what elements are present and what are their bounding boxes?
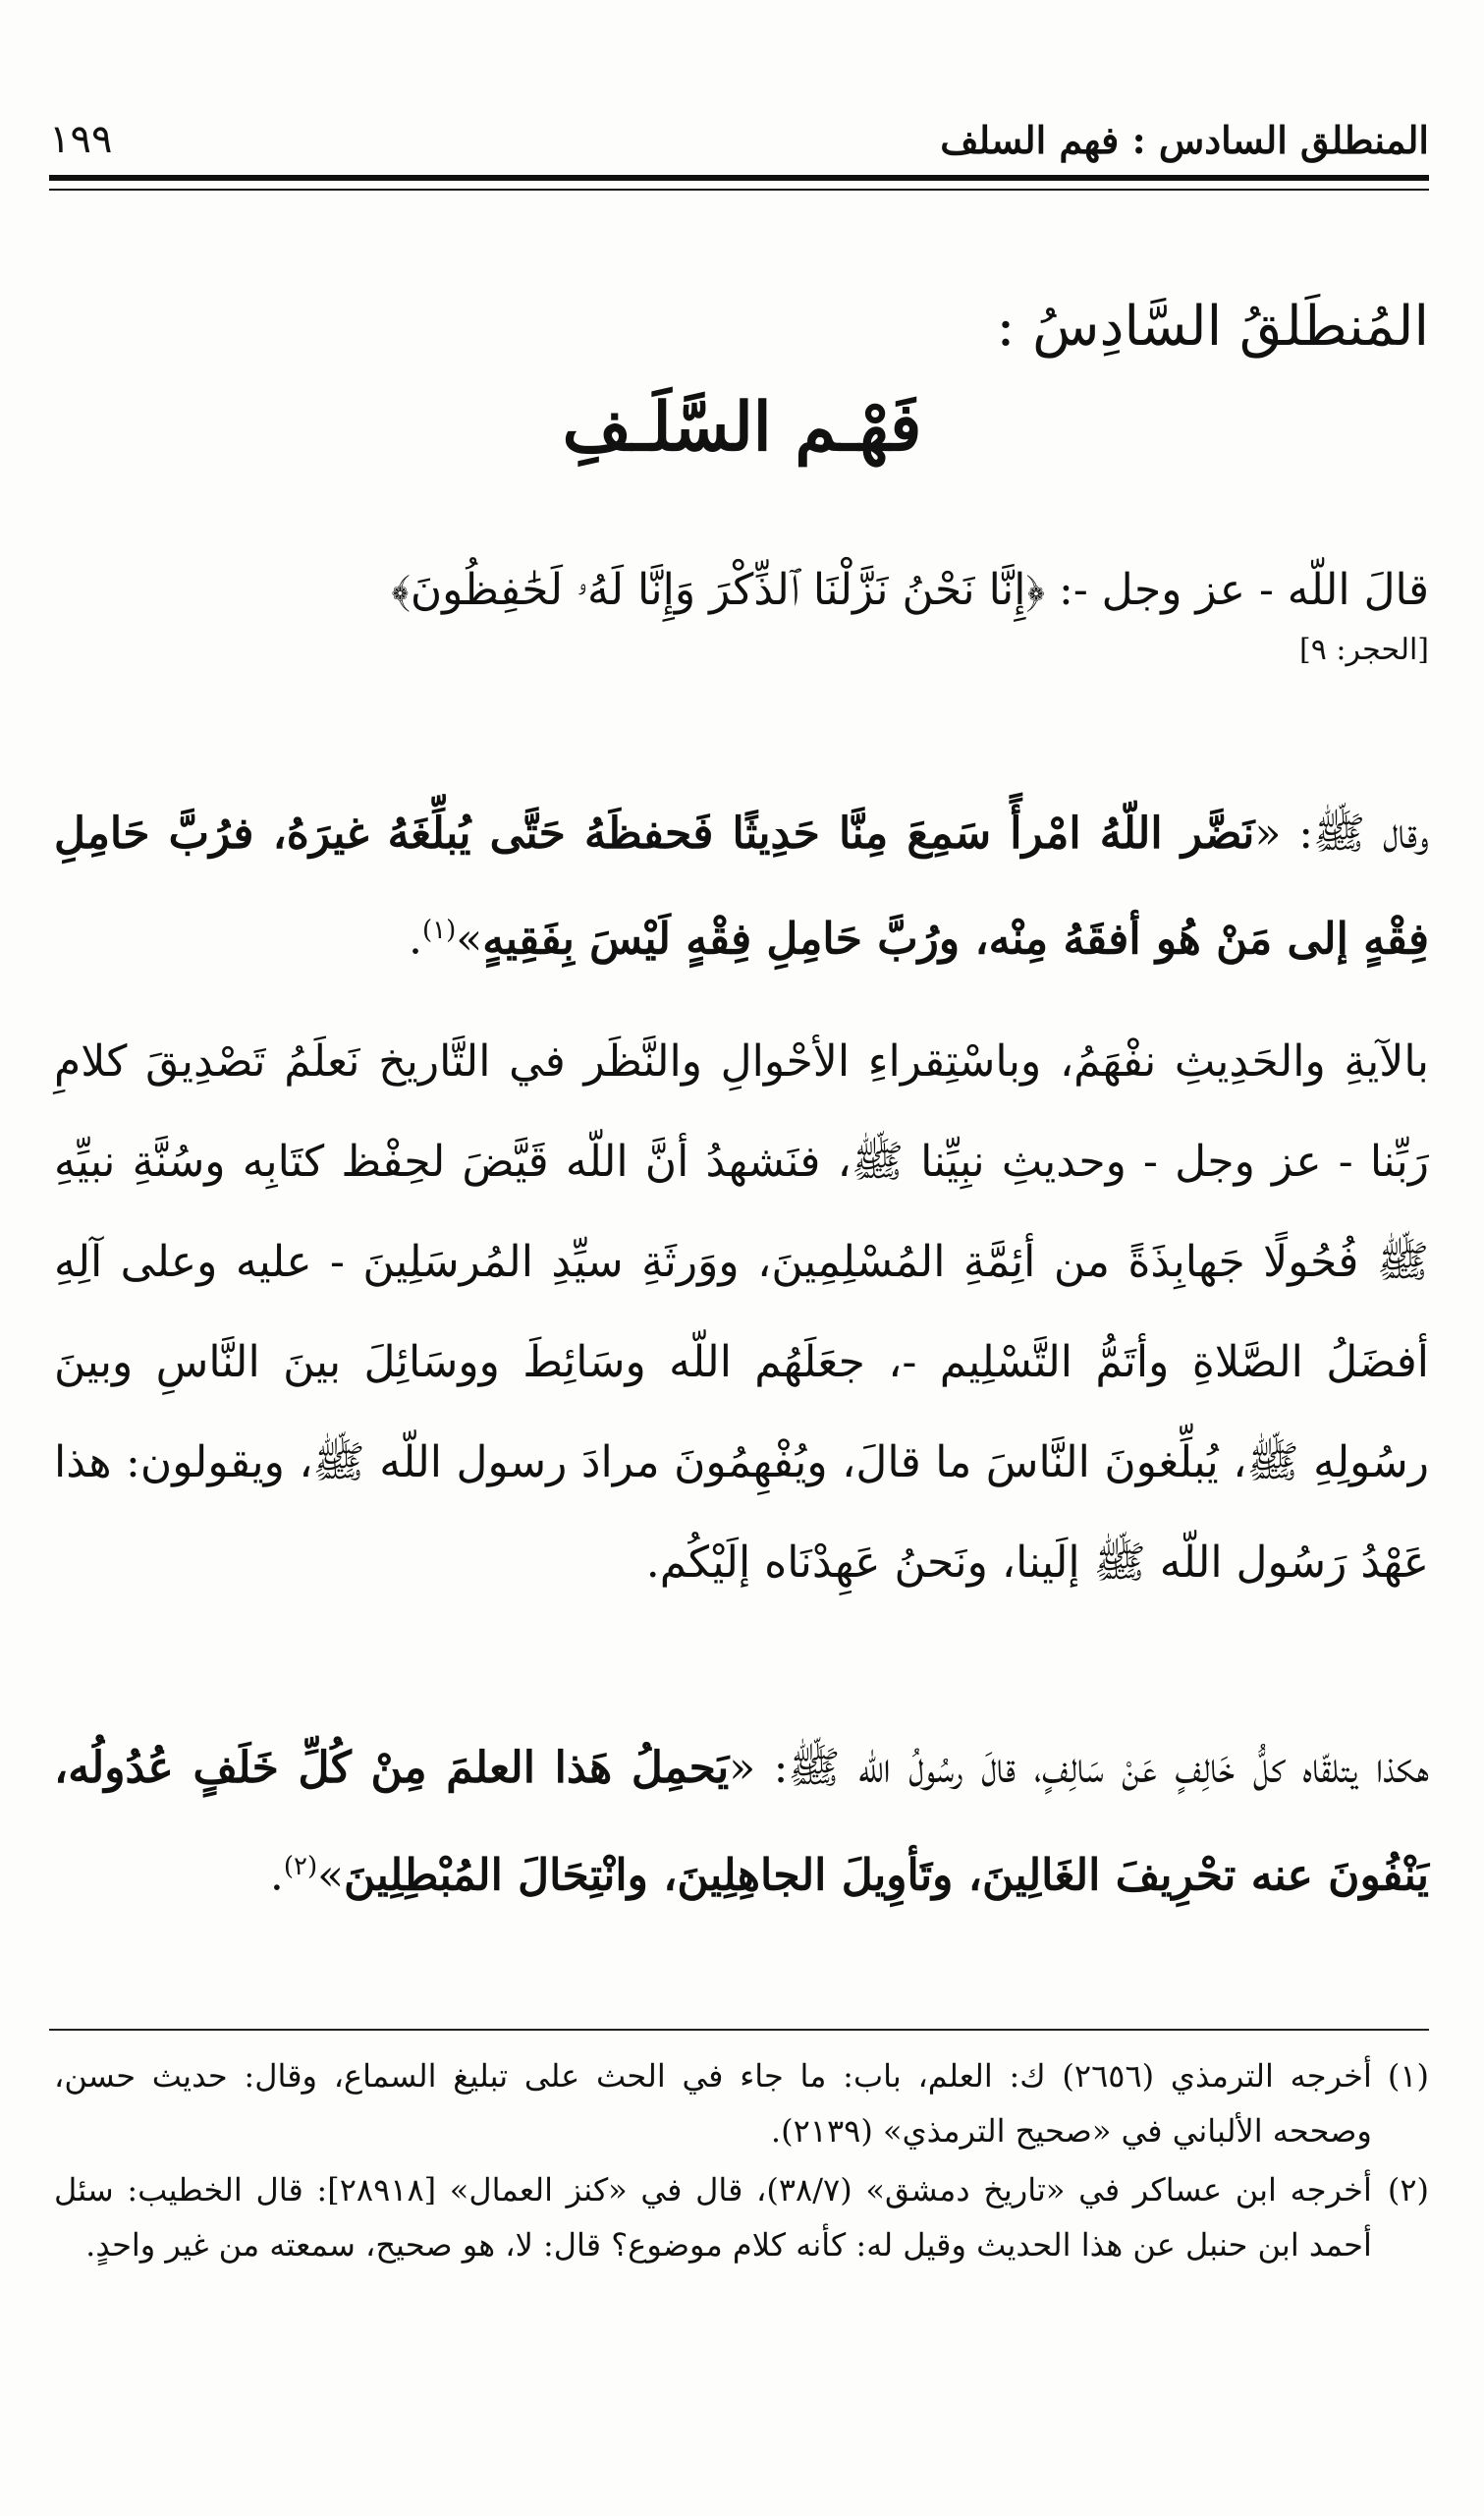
- footnote-number: (١): [1387, 2057, 1429, 2095]
- section-label: المُنطَلقُ السَّادِسُ :: [996, 295, 1429, 359]
- page-header: [49, 93, 1429, 162]
- hadith1-text: نَضَّر اللّهُ امْرأً سَمِعَ مِنَّا حَدِيثًا فَحفظَهُ حَتَّى يُبلِّغَهُ غيرَهُ، فرُبَّ حَامِلِ فِقْهٍ إلى مَنْ هُو أفقَهُ مِنْه، ورُبَّ حَامِلِ فِقْهٍ لَيْسَ بِفَقِيهٍ: [54, 809, 1429, 965]
- hadith1-end: .: [408, 914, 422, 965]
- footnote-divider: [49, 2029, 1429, 2031]
- running-header-title: المنطلق السادس : فهم السلف: [940, 118, 1429, 162]
- footnote-number: (٢): [1387, 2171, 1429, 2208]
- hadith2-close: »: [317, 1850, 345, 1901]
- main-paragraph: بالآيةِ والحَدِيثِ نفْهَمُ، وباسْتِقراءِ الأحْوالِ والنَّظَر في التَّاريخ نَعلَمُ تَصْدِيقَ كلامِ رَبِّنا - عز وجل - وحديثِ نبِيِّنا ﷺ، فنَشهدُ أنَّ اللّه قَيَّضَ لحِفْظ كتَابِه وسُنَّةِ نبيِّهِ ﷺ فُحُولًا جَهابِذَةً من أئِمَّةِ المُسْلِمِينَ، ووَرثَةِ سيِّدِ المُرسَلِينَ - عليه وعلى آلِهِ أفضَلُ الصَّلاةِ وأتَمُّ التَّسْلِيم -، جعَلَهُم اللّه وسَائِطَ ووسَائِلَ بينَ النَّاسِ وبينَ رسُولِهِ ﷺ، يُبلِّغونَ النَّاسَ ما قالَ، ويُفْهِمُونَ مرادَ رسول اللّه ﷺ، ويقولون: هذا عَهْدُ رَسُول اللّه ﷺ إلَينا، ونَحنُ عَهِدْنَاه إلَيْكُم.: [54, 1036, 1429, 1588]
- footnote-text: أخرجه الترمذي (٢٦٥٦) ك: العلم، باب: ما جاء في الحث على تبليغ السماع، وقال: حديث حسن، وصححه الألباني في «صحيح الترمذي» (٢١٣٩).: [54, 2057, 1372, 2150]
- hadith2-text: يَحمِلُ هَذا العلمَ مِنْ كُلِّ خَلَفٍ عُدُولُه، يَنْفُونَ عنه تحْرِيفَ الغَالِينَ، وتَأوِيلَ الجاهِلِينَ، وانْتِحَالَ المُبْطِلِينَ: [54, 1743, 1429, 1901]
- hadith1-intro: وقال ﷺ: «: [1254, 809, 1429, 859]
- section-title: فَهْـم السَّلَـفِ: [562, 388, 922, 467]
- hadith1-close: »: [456, 914, 483, 965]
- hadith2-end: .: [269, 1850, 284, 1901]
- hadith-paragraph-2: [54, 1719, 1429, 1926]
- footnote-ref-2[interactable]: (٢): [283, 1852, 318, 1881]
- quran-verse-block: [54, 565, 1429, 667]
- footnote-1: [54, 2048, 1429, 2158]
- hadith2-intro: هكذا يتلقّاه كلُّ خَالِفٍ عَنْ سَالِفٍ، قالَ رسُولُ اللّه ﷺ: «: [729, 1743, 1429, 1793]
- footnotes-section: [54, 2048, 1429, 2276]
- page-number: ١٩٩: [49, 117, 113, 162]
- footnote-ref-1[interactable]: (١): [421, 916, 457, 945]
- verse-reference: [الحجر: ٩]: [1299, 633, 1429, 667]
- footnote-text: أخرجه ابن عساكر في «تاريخ دمشق» (٣٨/٧)، قال في «كنز العمال» [٢٨٩١٨]: قال الخطيب: سئل أحمد ابن حنبل عن هذا الحديث وقيل له: كأنه كلام موضوع؟ قال: لا، هو صحيح، سمعته من غير واحدٍ.: [54, 2171, 1372, 2264]
- footnote-2: [54, 2162, 1429, 2272]
- verse-quote: ﴿إِنَّا نَحْنُ نَزَّلْنَا ٱلذِّكْرَ وَإِنَّا لَهُۥ لَحَٰفِظُونَ﴾: [391, 565, 1045, 615]
- hadith-paragraph-1: [54, 786, 1429, 988]
- header-rule-thin: [49, 189, 1429, 191]
- verse-line: [54, 565, 1429, 615]
- verse-intro: قالَ اللّه - عز وجل -:: [1059, 565, 1429, 615]
- header-rule-thick: [49, 175, 1429, 181]
